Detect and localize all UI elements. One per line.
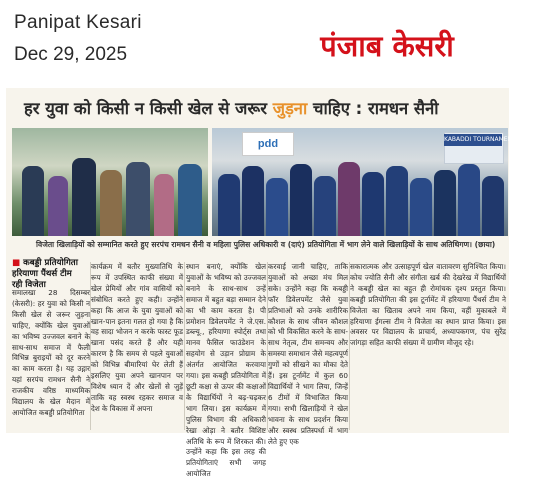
publication-name: Panipat Kesari xyxy=(14,12,142,33)
photo-person xyxy=(458,164,480,236)
photo-person xyxy=(410,178,432,236)
newspaper-logo: पंजाब केसरी xyxy=(320,29,454,63)
publication-date: Dec 29, 2025 xyxy=(14,44,128,65)
photo-sign-right-text: KABADDI TOURNAMENT 2025 xyxy=(444,134,502,146)
headline-highlight: जुड़ना xyxy=(272,99,308,118)
photo-person xyxy=(338,162,360,236)
page-header xyxy=(0,0,512,78)
photo-person xyxy=(386,166,408,236)
column-divider xyxy=(184,262,185,430)
article-column-5: सकारात्मक और उत्साहपूर्ण खेल वातावरण सुनिश्चित किया। कोच ज्योति सैनी और संगीता खर्ब की देखरेख में विद्यार्थियों ने कबड्डी खेल का बहुत ही रोमांचक दृश्य प्रस्तुत किया। कबड्डी प्रतियोगिता की इस टूर्नामेंट में हरियाणा पैंथर्स टीम ने विजेता का खिताब अपने नाम किया, वहीं मुकाबले में हरियाणा ईगल्स टीम ने विजेता का स्थान प्राप्त किया। इस अवसर पर विद्यालय के प्राचार्य, अध्यापकगण, पंच सुरेंद्र जांगड़ा सहित काफी संख्या में ग्रामीण मौजूद रहे। xyxy=(350,262,506,348)
photo-person xyxy=(434,170,456,236)
photo-person xyxy=(72,158,96,236)
photo-team-group xyxy=(212,128,533,236)
photo-person xyxy=(100,170,122,236)
photo-person xyxy=(178,164,202,236)
photo-person xyxy=(290,164,312,236)
bullet-icon: ■ xyxy=(12,258,24,268)
article-column-1: समालखा 28 दिसम्बर (केसरी): हर युवा को किसी न किसी खेल से जरूर जुड़ना चाहिए, क्योंकि खेल युवाओं का भविष्य उज्जवल बनाने के साथ-साथ समाज में फैली विभिन्न बुराइयों को दूर करने का काम करता है। यह उद्गार यहां सरपंच रामधन सैनी ने राजकीय वरिष्ठ माध्यमिक विद्यालय के खेल मैदान में आयोजित कबड्डी प्रतियोगिता xyxy=(12,288,90,417)
headline-part-2: चाहिए : रामधन सैनी xyxy=(307,99,439,118)
photo-person xyxy=(242,166,264,236)
photo-person xyxy=(154,174,174,236)
photo-person xyxy=(48,176,68,236)
photo-caption: विजेता खिलाड़ियों को सम्मानित करते हुए सरपंच रामधन सैनी व महिला पुलिस अधिकारी व (दाएं) प्रतियोगिता में भाग लेने वाले खिलाड़ियों के साथ अतिथिगण। (छाया) xyxy=(36,240,496,249)
article-headline xyxy=(6,92,506,126)
photo-person xyxy=(126,162,150,236)
photo-person xyxy=(22,166,44,236)
photo-person xyxy=(482,176,504,236)
article-column-3: स्थान बनाएं, क्योंकि खेल युवाओं के भविष्य को उज्जवल बनाने के साथ-साथ उन्हें समाज में बहुत बड़ा सम्मान देने का भी काम करता है। पी प्रमोशन डिवेलपमेंट ने जे.एस. डब्ल्यू., हरियाणा स्पोर्ट्स तथा मानव फैसिल फाउंडेशन के सहयोग से उड़ान प्रोग्राम के अंतर्गत आयोजित करवाया गया। इस कबड्डी प्रतियोगिता में छूटी कक्षा से ऊपर की कक्षाओं के विद्यार्थियों ने बढ़-चढ़कर भाग लिया। इस कार्यक्रम में पुलिस विभाग की अधिकारी रेखा ओड़ा ने बतौर विशिष्ट अतिथि के रूप में शिरकत की। उन्होंने कहा कि इस तरह की प्रतियोगिताएं सभी जगह आयोजित xyxy=(186,262,266,479)
sidebar-subheading xyxy=(12,258,78,291)
photo-person xyxy=(218,174,240,236)
photo-sign-left: pdd xyxy=(242,132,294,156)
photo-person xyxy=(362,172,384,236)
headline-part-1: हर युवा को किसी न किसी खेल से जरूर xyxy=(24,99,273,118)
photo-person xyxy=(314,176,336,236)
photo-award-ceremony xyxy=(12,128,208,236)
sidebar-subheading-text: कबड्डी प्रतियोगिता हरियाणा पैंथर्स टीम रही विजेता xyxy=(12,258,78,290)
photo-person xyxy=(266,178,288,236)
article-column-2: कार्यक्रम में बतौर मुख्यातिथि के रूप में उपस्थित काफी संख्या में खेल प्रेमियों और गांव वासियों को संबोधित करते हुए कही। उन्होंने कहा कि आज के युवा युवाओं को खान-पान इतना गलत हो गया है कि वह सादा भोजन न करके फास्ट फूड खाना पसंद करते हैं और यही कारण है कि समय से पहले युवाओं को विभिन्न बीमारियां घेर लेती हैं इसलिए युवा अपने खानपान पर विशेष ध्यान दें और खेलों से जुड़ें ताकि वह स्वस्थ रहकर समाज व देश के विकास में अपना xyxy=(91,262,183,413)
article-column-4: करवाई जानी चाहिए, ताकि युवाओं को अच्छा मंच मिल सके। उन्होंने कहा कि कबड्डी फॉर डिवेलपमेंट जैसे युवा प्रतिभाओं को उनके शारीरिक कौशल के साथ जीवन कौशल को भी विकसित करने के साथ-साथ नेतृत्व, टीम समन्वय और समस्या समाधान जैसे महत्वपूर्ण गुणों को सीखने का मौका देते हैं। इस टूर्नामेंट में कुल 60 विद्यार्थियों ने भाग लिया, जिन्हें 6 टीमों में विभाजित किया गया। सभी खिलाड़ियों ने खेल भावना के साथ प्रदर्शन किया और स्वस्थ प्रतिस्पर्धा में भाग लेते हुए एक xyxy=(268,262,348,446)
